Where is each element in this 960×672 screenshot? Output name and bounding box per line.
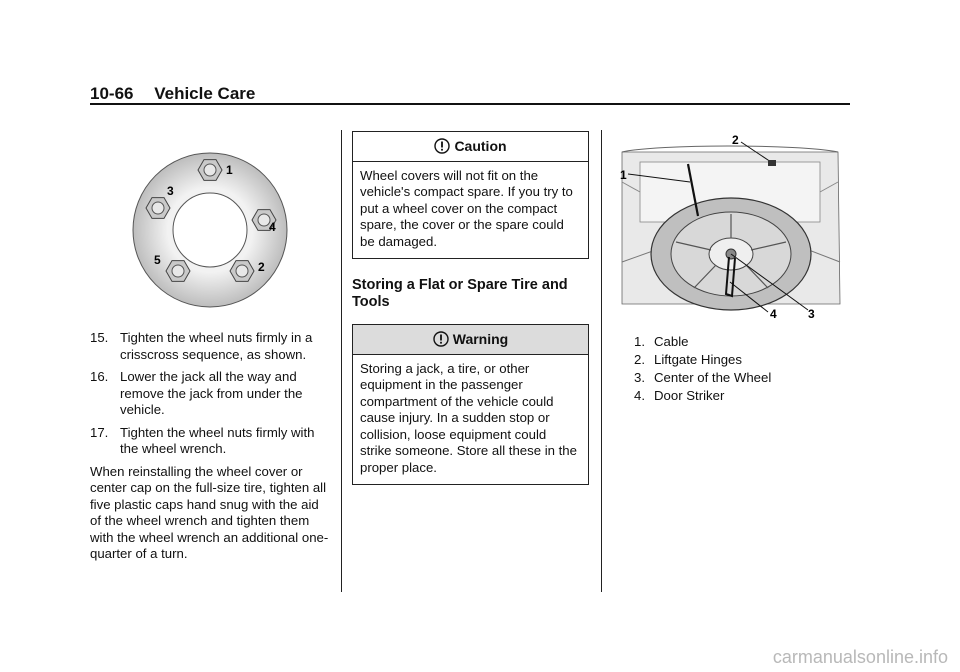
- footer-watermark: carmanualsonline.info: [772, 647, 948, 667]
- column-divider: [341, 130, 342, 592]
- column-left: [90, 330, 330, 563]
- page-header: [90, 84, 255, 104]
- legend-item: [634, 333, 771, 351]
- caution-icon: [434, 138, 450, 154]
- callout-1: 1: [620, 168, 627, 182]
- step-number: 16.: [90, 369, 109, 384]
- step-text: Tighten the wheel nuts firmly with the wheel wrench.: [120, 424, 315, 456]
- legend-number: 3.: [634, 370, 645, 385]
- step-item: [90, 330, 330, 363]
- warning-title: Warning: [452, 331, 509, 347]
- header-rule: [90, 103, 850, 105]
- legend-text: Door Striker: [654, 388, 725, 403]
- warning-icon: [433, 331, 449, 347]
- wheel-label-2: 2: [258, 260, 265, 274]
- legend-text: Cable: [654, 334, 689, 349]
- warning-text: Storing a jack, a tire, or other equipment in the passenger compartment of the vehicle could cause injury. In a sudden stop or collision, loose equipment could strike someone. Store all these in the proper place.: [360, 360, 577, 475]
- legend-text: Liftgate Hinges: [654, 352, 742, 367]
- legend-number: 1.: [634, 334, 645, 349]
- column-divider: [601, 130, 602, 592]
- diagram-legend: [634, 333, 771, 405]
- caution-header: [353, 132, 588, 162]
- caution-title: Caution: [454, 138, 507, 154]
- warning-box: [352, 324, 589, 485]
- step-number: 15.: [90, 330, 109, 345]
- wheel-label-4: 4: [269, 220, 276, 234]
- legend-text: Center of the Wheel: [654, 370, 772, 385]
- caution-text: Wheel covers will not fit on the vehicle's compact spare. If you try to put a wheel cover on the compact spare, the cover or the spare could be damaged.: [360, 167, 573, 249]
- step-text: Lower the jack all the way and remove the jack from under the vehicle.: [120, 369, 303, 417]
- wheel-label-5: 5: [154, 253, 161, 267]
- legend-number: 2.: [634, 352, 645, 367]
- warning-header: [353, 325, 588, 355]
- wheel-nut-diagram: [130, 150, 295, 310]
- callout-4: 4: [770, 307, 777, 321]
- legend-item: [634, 369, 771, 387]
- legend-item: [634, 351, 771, 369]
- spare-tire-storage-diagram: [618, 132, 844, 322]
- wheel-label-1: 1: [226, 163, 233, 177]
- liftgate-hinge: [768, 160, 776, 166]
- step-item: [90, 425, 330, 458]
- column-middle: [352, 131, 589, 485]
- section-heading: Storing a Flat or Spare Tire and Tools: [352, 277, 568, 310]
- step-number: 17.: [90, 424, 109, 440]
- section-title: Vehicle Care: [154, 84, 256, 103]
- callout-2: 2: [732, 133, 739, 147]
- caution-box: [352, 131, 589, 259]
- callout-3: 3: [808, 307, 815, 321]
- legend-item: [634, 387, 771, 405]
- legend-number: 4.: [634, 388, 645, 403]
- reinstall-paragraph: When reinstalling the wheel cover or center cap on the full-size tire, tighten all five plastic caps hand snug with the aid of the wheel wrench and tighten them with the wheel wrench an additional one-quarter of a turn.: [90, 463, 329, 561]
- step-item: [90, 369, 330, 419]
- wheel-label-3: 3: [167, 184, 174, 198]
- step-text: Tighten the wheel nuts firmly in a crisscross sequence, as shown.: [120, 330, 313, 362]
- page-number: 10-66: [90, 84, 134, 103]
